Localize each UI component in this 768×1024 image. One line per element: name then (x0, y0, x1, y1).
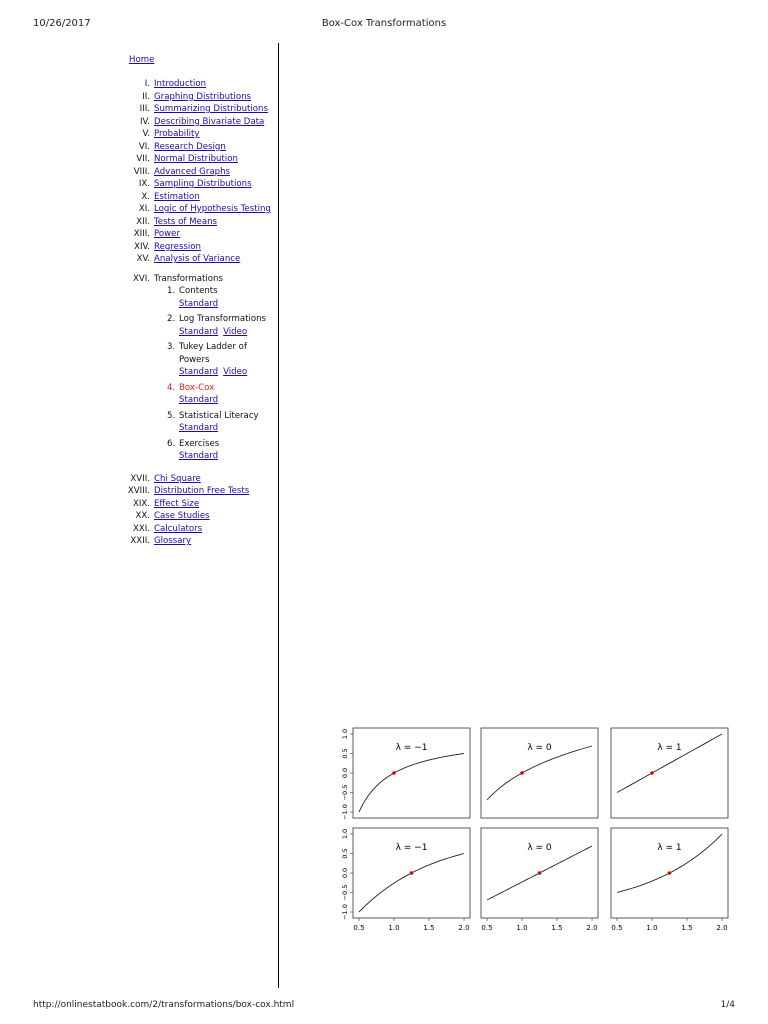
sidebar-section-item (167, 341, 272, 379)
x-tick-label: 2.0 (716, 924, 728, 932)
chapter-number: I. (144, 79, 150, 89)
sidebar-chapter-item (100, 78, 272, 91)
chapter-link[interactable]: Graphing Distributions (154, 91, 251, 102)
standard-link[interactable]: Standard (179, 395, 219, 405)
marked-point (538, 871, 542, 875)
chapter-link[interactable]: Normal Distribution (154, 154, 238, 164)
panel-label: λ = 0 (527, 843, 552, 853)
chapter-list-b (100, 473, 272, 548)
print-title: Box-Cox Transformations (321, 18, 447, 29)
chapter-number: XIV. (134, 241, 150, 252)
y-tick-label: −1.0 (341, 904, 349, 920)
y-tick-label: 0.0 (341, 767, 349, 779)
chapter-link[interactable]: Tests of Means (154, 216, 218, 227)
sidebar-chapter-item (100, 116, 272, 129)
chapter-link[interactable]: Case Studies (154, 511, 210, 521)
sidebar-home-link[interactable]: Home (129, 55, 155, 65)
section-title: Contents (179, 286, 218, 296)
figure-1-chart (328, 722, 738, 944)
sidebar-chapter-item (100, 103, 272, 116)
panel-label: λ = 1 (657, 843, 682, 853)
marked-point (668, 871, 672, 875)
chapter-number: VIII. (133, 166, 150, 177)
print-footer (33, 1000, 735, 1010)
sidebar-chapter-item (100, 128, 272, 141)
video-link[interactable]: Video (223, 326, 248, 337)
sidebar-chapter-item (100, 91, 272, 104)
panel-frame (353, 728, 470, 818)
section-list (167, 285, 272, 463)
x-tick-label: 1.0 (516, 924, 528, 932)
section-title: Exercises (179, 438, 220, 449)
x-tick-label: 1.5 (551, 924, 563, 932)
section-number: 5. (167, 410, 176, 421)
print-url: http://onlinestatbook.com/2/transformations/box-cox.html (33, 1000, 295, 1010)
y-tick-label: 1.0 (341, 728, 349, 740)
x-tick-label: 1.0 (646, 924, 658, 932)
marked-point (410, 871, 414, 875)
sidebar-chapter-item (100, 241, 272, 254)
sidebar-chapter-item (100, 178, 272, 191)
chapter-link[interactable]: Chi Square (154, 473, 201, 484)
series-curve (487, 746, 592, 800)
sidebar-chapter-item (100, 141, 272, 154)
chapter-number: X. (141, 191, 150, 202)
chapter-link[interactable]: Sampling Distributions (154, 179, 252, 189)
y-tick-label: −1.0 (341, 804, 349, 820)
chapter-number: XXII. (130, 536, 150, 546)
section-number: 1. (167, 286, 176, 296)
x-tick-label: 1.5 (423, 924, 435, 932)
chapter-number: XIII. (133, 229, 150, 239)
sidebar-section-item (167, 410, 272, 435)
y-tick-label: 0.5 (341, 848, 349, 859)
panel-label: λ = −1 (395, 743, 428, 753)
sidebar-chapter-item (100, 253, 272, 266)
chapter-link[interactable]: Logic of Hypothesis Testing (154, 204, 271, 214)
chapter-link[interactable]: Calculators (154, 523, 203, 534)
chapter-link[interactable]: Regression (154, 241, 202, 252)
y-tick-label: 0.5 (341, 748, 349, 759)
sidebar-chapter-item (100, 153, 272, 166)
chapter-number: V. (142, 129, 150, 139)
chapter-number: IX. (138, 179, 150, 189)
y-tick-label: 0.0 (341, 867, 349, 879)
panel-frame (481, 728, 598, 818)
sidebar-current-chapter (100, 273, 272, 286)
section-title: Tukey Ladder of Powers (179, 342, 247, 365)
chapter-number: II. (142, 91, 150, 102)
standard-link[interactable]: Standard (179, 451, 219, 461)
chapter-link[interactable]: Estimation (154, 191, 200, 202)
marked-point (650, 771, 654, 775)
chapter-number: XV. (136, 254, 150, 264)
chapter-link[interactable]: Introduction (154, 79, 207, 89)
chapter-link[interactable]: Glossary (154, 536, 192, 546)
chapter-link[interactable]: Probability (154, 129, 200, 139)
chapter-number: XVI. (132, 273, 150, 284)
sidebar-chapter-item (100, 203, 272, 216)
panel-label: λ = −1 (395, 843, 428, 853)
sidebar-chapter-item (100, 535, 272, 548)
sidebar-chapter-item (100, 485, 272, 498)
chapter-link[interactable]: Effect Size (154, 498, 200, 509)
chapter-list-a (100, 78, 272, 266)
standard-link[interactable]: Standard (179, 326, 219, 337)
sidebar-section-item (167, 438, 272, 463)
sidebar-divider (278, 43, 279, 988)
chapter-link[interactable]: Distribution Free Tests (154, 486, 250, 496)
x-tick-label: 1.5 (681, 924, 693, 932)
section-number: 2. (167, 314, 176, 324)
panel-label: λ = 1 (657, 743, 682, 753)
standard-link[interactable]: Standard (179, 367, 219, 377)
y-tick-label: 1.0 (341, 828, 349, 840)
chapter-number: XVIII. (127, 486, 150, 496)
sidebar-section-item (167, 382, 272, 407)
marked-point (520, 771, 524, 775)
marked-point (392, 771, 396, 775)
chapter-link[interactable]: Research Design (154, 141, 226, 152)
chapter-number: XI. (138, 204, 150, 214)
chapter-label: Transformations (154, 273, 223, 284)
section-title: Log Transformations (179, 314, 267, 324)
chapter-link[interactable]: Advanced Graphs (154, 166, 231, 177)
print-date: 10/26/2017 (33, 18, 91, 29)
section-number: 4. (167, 382, 176, 393)
print-page-number: 1/4 (720, 1000, 735, 1010)
sidebar-chapter-item (100, 523, 272, 536)
chapter-number: VI. (138, 141, 150, 152)
section-title: Box-Cox (179, 382, 215, 393)
standard-link[interactable]: Standard (179, 423, 219, 433)
x-tick-label: 2.0 (458, 924, 470, 932)
section-number: 6. (167, 438, 176, 449)
sidebar-chapter-item (100, 166, 272, 179)
sidebar-chapter-item (100, 191, 272, 204)
section-number: 3. (167, 342, 176, 352)
series-curve (359, 754, 464, 813)
series-curve (359, 854, 464, 913)
panel-label: λ = 0 (527, 743, 552, 753)
table-of-contents (100, 78, 272, 548)
sidebar-chapter-item (100, 498, 272, 511)
sidebar-section-item (167, 285, 272, 310)
sidebar-chapter-item (100, 216, 272, 229)
chapter-number: XVII. (130, 473, 150, 484)
x-tick-label: 0.5 (353, 924, 365, 932)
x-tick-label: 1.0 (388, 924, 400, 932)
chapter-link[interactable]: Analysis of Variance (154, 254, 241, 264)
chapter-number: XIX. (132, 498, 150, 509)
chapter-link[interactable]: Power (154, 229, 180, 239)
chapter-number: XII. (136, 216, 150, 227)
video-link[interactable]: Video (223, 367, 248, 377)
section-title: Statistical Literacy (179, 410, 259, 421)
x-tick-label: 2.0 (586, 924, 598, 932)
chapter-link[interactable]: Describing Bivariate Data (154, 116, 265, 127)
chapter-link[interactable]: Summarizing Distributions (154, 104, 268, 114)
sidebar-section-item (167, 313, 272, 338)
x-tick-label: 0.5 (481, 924, 493, 932)
chapter-number: IV. (139, 116, 150, 127)
chapter-number: VII. (136, 154, 150, 164)
y-tick-label: −0.5 (341, 884, 349, 901)
y-tick-label: −0.5 (341, 784, 349, 801)
chapter-number: III. (139, 104, 150, 114)
sidebar-chapter-item (100, 510, 272, 523)
chapter-number: XX. (135, 511, 150, 521)
standard-link[interactable]: Standard (179, 298, 219, 309)
sidebar-chapter-item (100, 473, 272, 486)
sidebar-chapter-item (100, 228, 272, 241)
panel-frame (611, 728, 728, 818)
chapter-number: XXI. (132, 523, 150, 534)
x-tick-label: 0.5 (611, 924, 623, 932)
